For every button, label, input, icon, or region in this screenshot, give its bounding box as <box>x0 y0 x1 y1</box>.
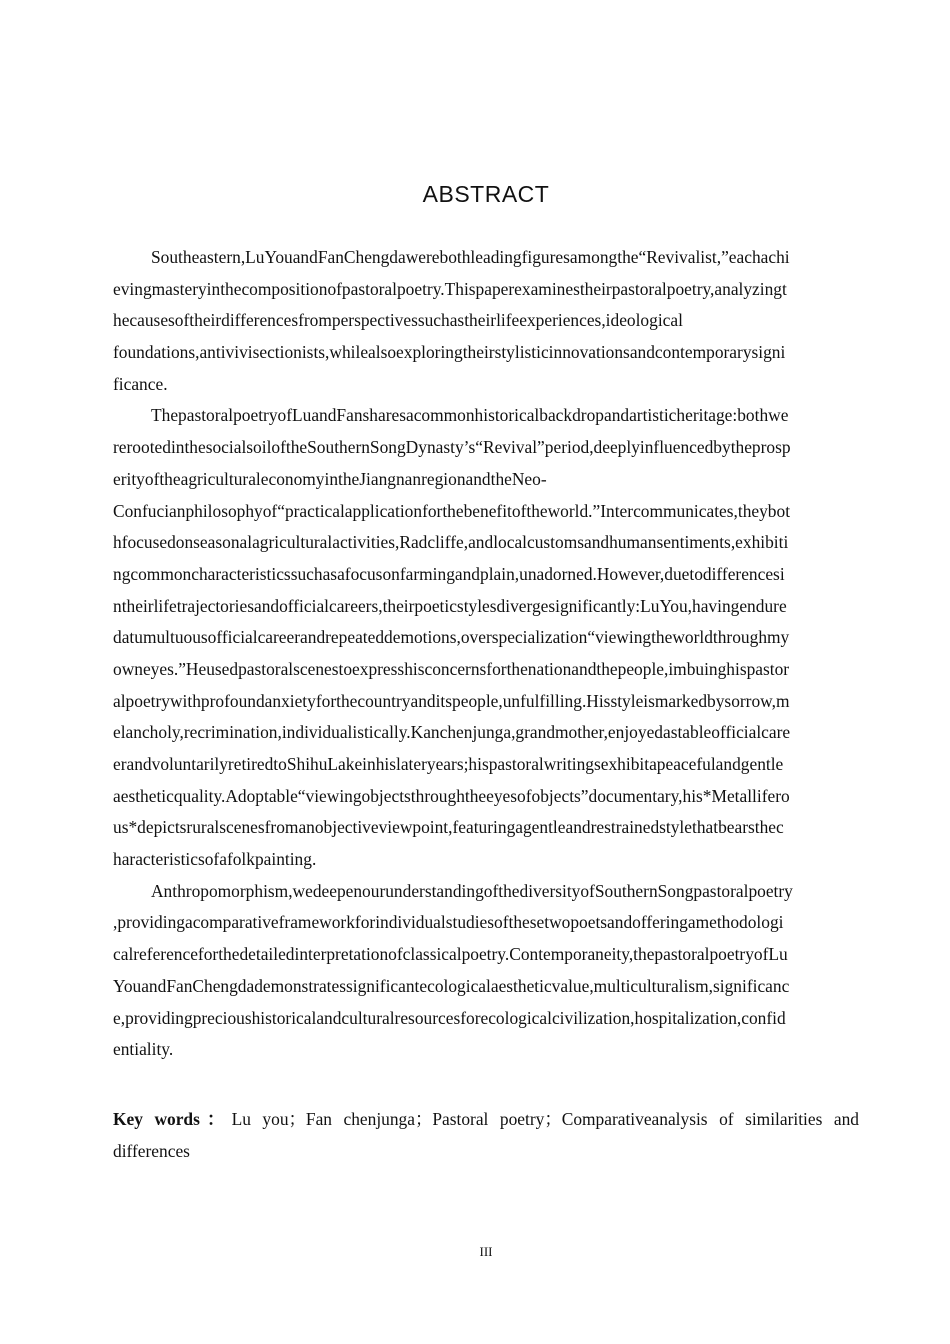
abstract-body <box>113 242 861 1066</box>
abstract-line: e,providingprecioushistoricalandculturalresourcesforecologicalcivilization,hospitalization,confid <box>113 1007 786 1028</box>
page-title: ABSTRACT <box>422 181 550 207</box>
abstract-line: ngcommoncharacteristicssuchasafocusonfarmingandplain,unadorned.However,duetodifferencesi <box>113 563 785 584</box>
abstract-line: hecausesoftheirdifferencesfromperspectivessuchastheirlifeexperiences,ideological <box>113 310 683 331</box>
abstract-line: entiality. <box>113 1039 174 1060</box>
page-number: III <box>479 1244 493 1259</box>
abstract-line: aestheticquality.Adoptable“viewingobjectsthroughtheeyesofobjects”documentary,his*Metallifero <box>113 785 790 806</box>
abstract-line: us*depictsruralscenesfromanobjectiveviewpoint,featuringagentleandrestrainedstylethatbearsthec <box>113 817 784 838</box>
abstract-line: evingmasteryinthecompositionofpastoralpoetry.Thispaperexaminestheirpastoralpoetry,analyzingt <box>113 278 787 299</box>
abstract-line: foundations,antivivisectionists,whilealsoexploringtheirstylisticinnovationsandcontemporarysigni <box>113 342 786 363</box>
abstract-line: calreferenceforthedetailedinterpretationofclassicalpoetry.Contemporaneity,thepastoralpoetryofLu <box>113 944 788 965</box>
keywords-text: Lu you；Fan chenjunga；Pastoral poetry；Comparativeanalysis of similarities and differences <box>113 1109 859 1161</box>
abstract-line: ThepastoralpoetryofLuandFansharesacommonhistoricalbackdropandartisticheritage:bothwe <box>151 405 789 426</box>
abstract-line: Confucianphilosophyof“practicalapplicationforthebenefitoftheworld.”Intercommunicates,theybot <box>113 500 791 521</box>
keywords-label: Key words： <box>113 1109 232 1129</box>
abstract-line: erityoftheagriculturaleconomyintheJiangnanregionandtheNeo- <box>113 468 547 489</box>
abstract-line: ,providingacomparativeframeworkforindividualstudiesofthesetwopoetsandofferingamethodologi <box>113 912 784 933</box>
abstract-line: haracteristicsofafolkpainting. <box>113 849 317 870</box>
abstract-line: hfocusedonseasonalagriculturalactivities,Radcliffe,andlocalcustomsandhumansentiments,exhibiti <box>113 532 789 553</box>
abstract-line: Anthropomorphism,wedeepenourunderstandingofthediversityofSouthernSongpastoralpoetry <box>151 880 793 901</box>
abstract-line: rerootedinthesocialsoiloftheSouthernSongDynasty’s“Revival”period,deeplyinfluencedbytheprosp <box>113 437 791 458</box>
abstract-line: ficance. <box>113 373 168 394</box>
abstract-line: ntheirlifetrajectoriesandofficialcareers,theirpoeticstylesdivergesignificantly:LuYou,havingendure <box>113 595 787 616</box>
abstract-line: erandvoluntarilyretiredtoShihuLakeinhislateryears;hispastoralwritingsexhibitapeacefulandgentle <box>113 754 784 774</box>
abstract-line: alpoetrywithprofoundanxietyforthecountryanditspeople,unfulfilling.Hisstyleismarkedbysorrow,m <box>113 690 790 711</box>
abstract-line: datumultuousofficialcareerandrepeateddemotions,overspecialization“viewingtheworldthroughmy <box>113 627 790 648</box>
abstract-line: Southeastern,LuYouandFanChengdawerebothleadingfiguresamongthe“Revivalist,”eachachi <box>151 247 790 267</box>
abstract-line: owneyes.”Heusedpastoralscenestoexpresshisconcernsforthenationandthepeople,imbuinghispastor <box>113 658 790 679</box>
keywords-block <box>113 1104 859 1167</box>
abstract-line: elancholy,recrimination,individualistically.Kanchenjunga,grandmother,enjoyedastableofficialcare <box>113 722 791 743</box>
abstract-line: YouandFanChengdademonstratessignificantecologicalaestheticvalue,multiculturalism,significanc <box>113 975 790 996</box>
